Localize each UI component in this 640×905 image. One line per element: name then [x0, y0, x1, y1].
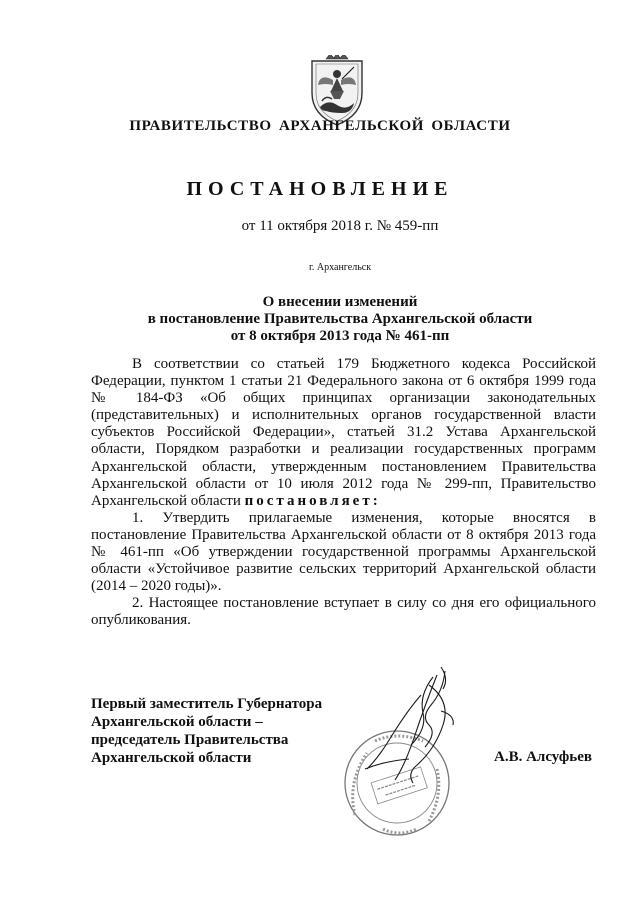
signatory-title	[91, 695, 351, 767]
document-city: г. Архангельск	[308, 262, 372, 273]
preamble-text: В соответствии со статьей 179 Бюджетного кодекса Российской Федерации, пунктом 1 статьи 21 Федерального закона от 6 октября 1999 года № 184-ФЗ «Об общих принципах организации законодательных (представительных) и исполнительных органов государственной власти субъектов Российской Федерации», статьей 31.2 Устава Архангельской области, Порядком разработки и реализации государственных программ Архангельской области, утвержденным постановлением Правительства Архангельской области от 10 июля 2012 года № 299-пп, Правительство Архангельской области	[91, 356, 596, 509]
document-date-number: от 11 октября 2018 г. № 459-пп	[241, 218, 439, 234]
item-1-paragraph: 1. Утвердить прилагаемые изменения, которые вносятся в постановление Правительства Архангельской области от 8 октября 2013 года № 461-пп «Об утверждении государственной программы Архангельской области «Устойчивое развитие сельских территорий Архангельской области (2014 – 2020 годы)».	[91, 509, 596, 595]
coat-of-arms-emblem	[304, 55, 370, 127]
signatory-title-line-4: Архангельской области	[91, 750, 252, 766]
signatory-title-line-1: Первый заместитель Губернатора	[91, 696, 323, 712]
government-title: ПРАВИТЕЛЬСТВО АРХАНГЕЛЬСКОЙ ОБЛАСТИ	[129, 118, 511, 134]
signature-and-stamp	[325, 665, 465, 875]
signatory-name: А.В. Алсуфьев	[494, 749, 592, 765]
item-2-paragraph: 2. Настоящее постановление вступает в силу со дня его официального опубликования.	[91, 595, 596, 629]
subject-line-2: в постановление Правительства Архангельской области	[147, 311, 533, 327]
preamble-paragraph	[91, 356, 596, 510]
signatory-title-line-3: председатель Правительства	[91, 732, 289, 748]
document-type: ПОСТАНОВЛЕНИЕ	[186, 178, 454, 200]
handwritten-signature	[365, 667, 453, 783]
subject-line-1: О внесении изменений	[262, 294, 418, 310]
document-body	[91, 356, 596, 630]
document-subject	[0, 294, 640, 345]
decrees-word: постановляет:	[244, 492, 381, 509]
subject-line-3: от 8 октября 2013 года № 461-пп	[230, 328, 450, 344]
signatory-title-line-2: Архангельской области –	[91, 714, 263, 730]
